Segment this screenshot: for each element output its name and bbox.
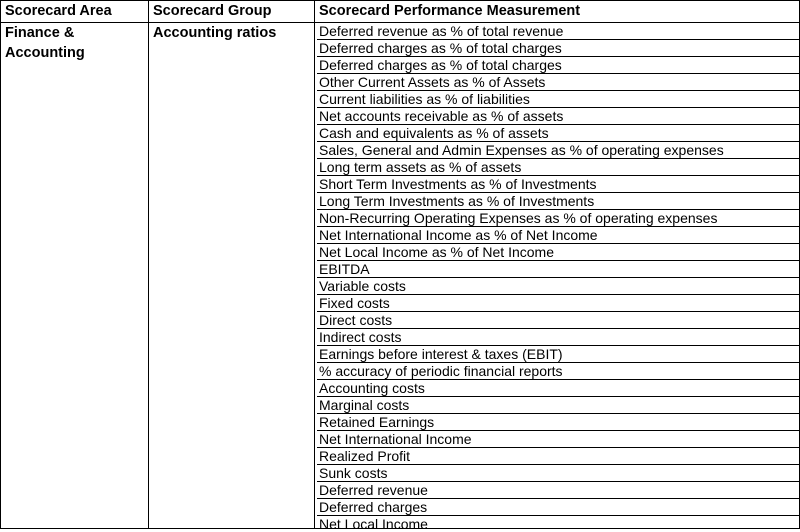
measurement-row: % accuracy of periodic financial reports bbox=[317, 363, 799, 380]
measurement-row: Marginal costs bbox=[317, 397, 799, 414]
measurement-row: Deferred revenue bbox=[317, 482, 799, 499]
measurement-row: Net International Income as % of Net Income bbox=[317, 227, 799, 244]
measurement-row: Other Current Assets as % of Assets bbox=[317, 74, 799, 91]
measurement-row: Deferred charges as % of total charges bbox=[317, 40, 799, 57]
measurement-row: Realized Profit bbox=[317, 448, 799, 465]
measurement-row: Net Local Income bbox=[319, 516, 428, 532]
measurement-row: Variable costs bbox=[317, 278, 799, 295]
measurement-row: Deferred revenue as % of total revenue bbox=[317, 23, 799, 40]
measurement-row: Net accounts receivable as % of assets bbox=[317, 108, 799, 125]
scorecard-area-cell: Finance & Accounting bbox=[5, 25, 85, 61]
header-performance-measurement: Scorecard Performance Measurement bbox=[319, 3, 581, 19]
measurement-list bbox=[317, 23, 799, 532]
measurement-row: Net International Income bbox=[317, 431, 799, 448]
measurement-row: Long term assets as % of assets bbox=[317, 159, 799, 176]
measurement-row: Current liabilities as % of liabilities bbox=[317, 91, 799, 108]
measurement-row: Net Local Income as % of Net Income bbox=[317, 244, 799, 261]
measurement-row: Retained Earnings bbox=[317, 414, 799, 431]
scorecard-group-cell: Accounting ratios bbox=[153, 25, 277, 41]
measurement-row: Short Term Investments as % of Investments bbox=[317, 176, 799, 193]
header-scorecard-group: Scorecard Group bbox=[153, 3, 272, 19]
measurement-row: EBITDA bbox=[317, 261, 799, 278]
measurement-row: Cash and equivalents as % of assets bbox=[317, 125, 799, 142]
measurement-row: Deferred charges as % of total charges bbox=[317, 57, 799, 74]
measurement-row: Sales, General and Admin Expenses as % of operating expenses bbox=[317, 142, 799, 159]
column-divider bbox=[314, 1, 315, 528]
measurement-row: Earnings before interest & taxes (EBIT) bbox=[317, 346, 799, 363]
measurement-row: Indirect costs bbox=[317, 329, 799, 346]
measurement-row: Non-Recurring Operating Expenses as % of operating expenses bbox=[317, 210, 799, 227]
measurement-row: Long Term Investments as % of Investments bbox=[317, 193, 799, 210]
measurement-row: Accounting costs bbox=[317, 380, 799, 397]
measurement-row: Direct costs bbox=[317, 312, 799, 329]
measurement-row: Fixed costs bbox=[317, 295, 799, 312]
header-scorecard-area: Scorecard Area bbox=[5, 3, 112, 19]
measurement-row: Deferred charges bbox=[317, 499, 799, 516]
column-divider bbox=[148, 1, 149, 528]
measurement-row: Sunk costs bbox=[317, 465, 799, 482]
